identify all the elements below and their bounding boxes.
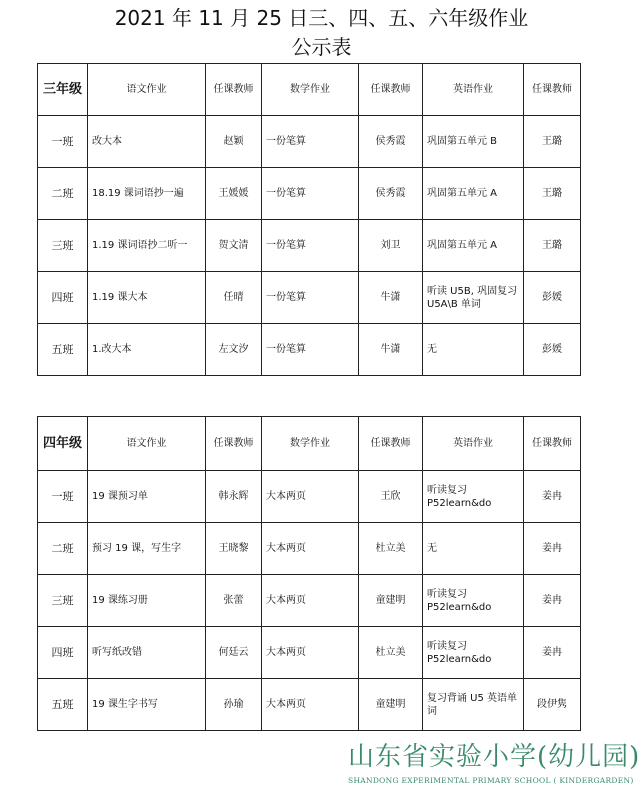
column-header: 任课教师 [359, 417, 423, 471]
chinese-homework: 1.19 课大本 [88, 272, 206, 324]
english-homework: 无 [423, 324, 524, 376]
math-teacher: 刘卫 [359, 220, 423, 272]
class-name: 一班 [38, 471, 88, 523]
english-homework: 听读复习 P52learn&do [423, 575, 524, 627]
grade-label: 三年级 [38, 64, 88, 116]
class-name: 三班 [38, 220, 88, 272]
table-row [38, 116, 581, 168]
class-name: 四班 [38, 627, 88, 679]
class-name: 二班 [38, 523, 88, 575]
column-header: 任课教师 [524, 64, 581, 116]
table-row [38, 272, 581, 324]
school-logo [348, 742, 641, 785]
chinese-homework: 1.改大本 [88, 324, 206, 376]
column-header: 语文作业 [88, 417, 206, 471]
column-header: 任课教师 [206, 64, 262, 116]
class-name: 四班 [38, 272, 88, 324]
math-teacher: 杜立美 [359, 627, 423, 679]
math-homework: 一份笔算 [262, 116, 359, 168]
class-name: 三班 [38, 575, 88, 627]
column-header: 英语作业 [423, 64, 524, 116]
chinese-homework: 18.19 课词语抄一遍 [88, 168, 206, 220]
chinese-teacher: 韩永辉 [206, 471, 262, 523]
class-name: 一班 [38, 116, 88, 168]
chinese-teacher: 王晓黎 [206, 523, 262, 575]
chinese-teacher: 赵颖 [206, 116, 262, 168]
math-homework: 一份笔算 [262, 168, 359, 220]
grade3-homework-table [37, 63, 581, 376]
english-homework: 听读复习 P52learn&do [423, 627, 524, 679]
english-homework: 巩固第五单元 A [423, 168, 524, 220]
english-homework: 无 [423, 523, 524, 575]
table-row [38, 523, 581, 575]
math-homework: 大本两页 [262, 471, 359, 523]
table-row [38, 679, 581, 731]
math-homework: 大本两页 [262, 679, 359, 731]
english-teacher: 王璐 [524, 220, 581, 272]
grade4-homework-table [37, 416, 581, 731]
table-header-row [38, 64, 581, 116]
english-teacher: 姜冉 [524, 575, 581, 627]
page-subtitle: 公示表 [291, 35, 352, 59]
english-teacher: 姜冉 [524, 471, 581, 523]
class-name: 五班 [38, 679, 88, 731]
chinese-homework: 1.19 课词语抄二听一 [88, 220, 206, 272]
school-logo-cn: 山东省实验小学(幼儿园) [348, 742, 641, 772]
chinese-homework: 19 课预习单 [88, 471, 206, 523]
table-row [38, 168, 581, 220]
math-homework: 一份笔算 [262, 272, 359, 324]
table-row [38, 324, 581, 376]
grade-label: 四年级 [38, 417, 88, 471]
school-logo-en: SHANDONG EXPERIMENTAL PRIMARY SCHOOL ( KINDERGARDEN) [348, 776, 634, 785]
math-homework: 一份笔算 [262, 324, 359, 376]
math-homework: 一份笔算 [262, 220, 359, 272]
math-homework: 大本两页 [262, 523, 359, 575]
column-header: 英语作业 [423, 417, 524, 471]
english-teacher: 王璐 [524, 116, 581, 168]
table-row [38, 220, 581, 272]
chinese-homework: 19 课生字书写 [88, 679, 206, 731]
chinese-teacher: 王媛媛 [206, 168, 262, 220]
class-name: 二班 [38, 168, 88, 220]
column-header: 数学作业 [262, 64, 359, 116]
math-teacher: 王欣 [359, 471, 423, 523]
class-name: 五班 [38, 324, 88, 376]
chinese-homework: 听写纸改错 [88, 627, 206, 679]
table-row [38, 575, 581, 627]
english-homework: 巩固第五单元 B [423, 116, 524, 168]
english-teacher: 王璐 [524, 168, 581, 220]
column-header: 任课教师 [359, 64, 423, 116]
english-homework: 听读 U5B, 巩固复习 U5A\B 单词 [423, 272, 524, 324]
column-header: 任课教师 [524, 417, 581, 471]
math-teacher: 杜立美 [359, 523, 423, 575]
column-header: 任课教师 [206, 417, 262, 471]
english-teacher: 姜冉 [524, 627, 581, 679]
math-teacher: 侯秀霞 [359, 168, 423, 220]
chinese-teacher: 任晴 [206, 272, 262, 324]
table-row [38, 627, 581, 679]
chinese-homework: 19 课练习册 [88, 575, 206, 627]
table-row [38, 471, 581, 523]
english-homework: 听读复习 P52learn&do [423, 471, 524, 523]
chinese-homework: 预习 19 课，写生字 [88, 523, 206, 575]
english-teacher: 彭媛 [524, 324, 581, 376]
chinese-teacher: 贺文清 [206, 220, 262, 272]
column-header: 语文作业 [88, 64, 206, 116]
chinese-teacher: 张蕾 [206, 575, 262, 627]
column-header: 数学作业 [262, 417, 359, 471]
math-homework: 大本两页 [262, 627, 359, 679]
math-homework: 大本两页 [262, 575, 359, 627]
page-title: 2021 年 11 月 25 日三、四、五、六年级作业 [114, 6, 529, 30]
english-teacher: 段伊隽 [524, 679, 581, 731]
math-teacher: 牛潇 [359, 324, 423, 376]
chinese-homework: 改大本 [88, 116, 206, 168]
english-teacher: 彭媛 [524, 272, 581, 324]
english-teacher: 姜冉 [524, 523, 581, 575]
chinese-teacher: 孙瑜 [206, 679, 262, 731]
chinese-teacher: 何廷云 [206, 627, 262, 679]
english-homework: 巩固第五单元 A [423, 220, 524, 272]
math-teacher: 童建明 [359, 575, 423, 627]
english-homework: 复习背诵 U5 英语单词 [423, 679, 524, 731]
chinese-teacher: 左文汐 [206, 324, 262, 376]
math-teacher: 侯秀霞 [359, 116, 423, 168]
math-teacher: 牛潇 [359, 272, 423, 324]
math-teacher: 童建明 [359, 679, 423, 731]
table-header-row [38, 417, 581, 471]
